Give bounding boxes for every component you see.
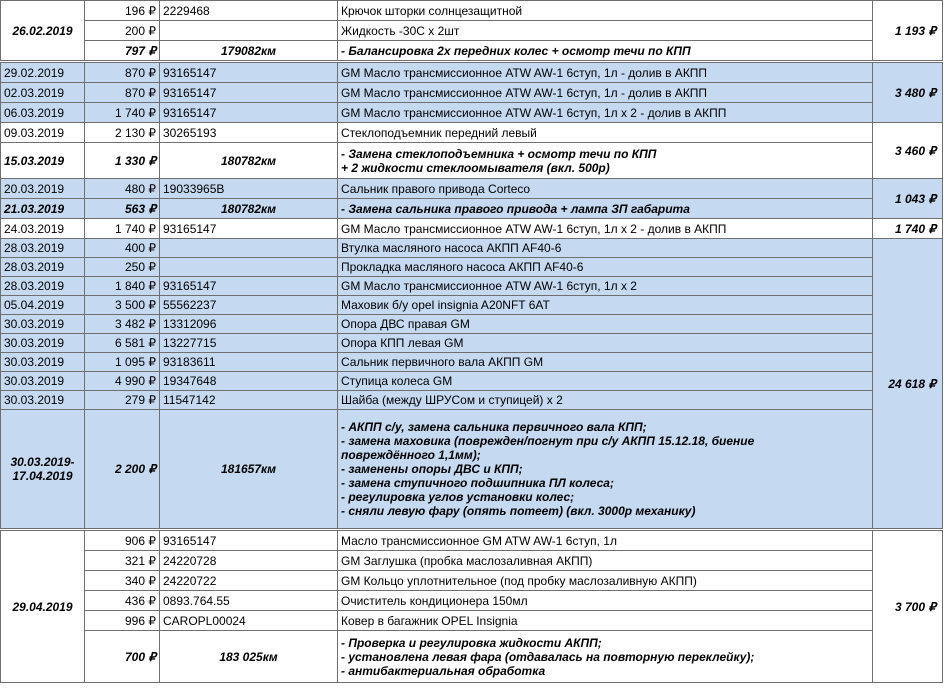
amount-cell[interactable]: 1 840 ₽ [85,277,160,296]
date-cell[interactable] [1,410,85,529]
part-number-cell[interactable]: 19347648 [160,372,338,391]
part-number-cell[interactable]: 93165147 [160,83,338,103]
description-cell[interactable]: GM Заглушка (пробка маслозаливная АКПП) [338,551,873,571]
amount-cell[interactable]: 1 740 ₽ [85,103,160,123]
description-line: повреждённого 1,1мм); [341,448,481,462]
amount-cell[interactable]: 3 500 ₽ [85,296,160,315]
description-line: - замена ступичного подшипника ПЛ колеса; [341,476,614,490]
part-number-cell[interactable]: 93165147 [160,277,338,296]
description-cell[interactable]: GM Масло трансмиссионное ATW AW-1 6ступ, 1л х 2 - долив в АКПП [338,219,873,239]
mileage-cell[interactable]: 183 025км [160,631,338,683]
description-line: - Проверка и регулировка жидкости АКПП; [341,635,602,650]
amount-cell[interactable]: 563 ₽ [85,199,160,219]
date-cell[interactable]: 02.03.2019 [1,83,85,103]
description-cell[interactable]: Втулка масляного насоса АКПП AF40-6 [338,239,873,258]
date-cell[interactable]: 26.02.2019 [1,1,85,61]
part-number-cell[interactable]: 24220722 [160,571,338,591]
part-number-cell[interactable]: 24220728 [160,551,338,571]
amount-cell[interactable]: 870 ₽ [85,63,160,83]
description-cell[interactable]: Стеклоподъемник передний левый [338,123,873,143]
description-cell[interactable]: GM Масло трансмиссионное ATW AW-1 6ступ, 1л - долив в АКПП [338,63,873,83]
date-cell[interactable]: 20.03.2019 [1,179,85,199]
part-number-cell[interactable]: 13227715 [160,334,338,353]
date-cell[interactable]: 15.03.2019 [1,143,85,179]
total-cell[interactable]: 3 480 ₽ [873,63,943,123]
part-number-cell[interactable]: 93165147 [160,63,338,83]
description-cell[interactable]: GM Масло трансмиссионное ATW AW-1 6ступ, 1л х 2 [338,277,873,296]
description-cell[interactable] [338,143,873,179]
mileage-cell[interactable]: 180782км [160,143,338,179]
amount-cell[interactable]: 400 ₽ [85,239,160,258]
date-cell[interactable]: 30.03.2019 [1,391,85,410]
description-line: - заменены опоры ДВС и КПП; [341,462,523,476]
amount-cell[interactable]: 340 ₽ [85,571,160,591]
description-cell[interactable]: Ступица колеса GM [338,372,873,391]
amount-cell[interactable]: 996 ₽ [85,611,160,631]
description-cell[interactable]: Опора ДВС правая GM [338,315,873,334]
description-cell[interactable]: Масло трансмиссионное GM ATW AW-1 6ступ, 1л [338,531,873,551]
date-cell[interactable]: 24.03.2019 [1,219,85,239]
part-number-cell[interactable]: 2229468 [160,1,338,21]
description-cell[interactable]: Прокладка масляного насоса АКПП AF40-6 [338,258,873,277]
amount-cell[interactable]: 700 ₽ [85,631,160,683]
description-cell[interactable] [338,410,873,529]
date-cell[interactable]: 30.03.2019 [1,315,85,334]
description-line: - замена маховика (поврежден/погнут при с/у АКПП 15.12.18, биение [341,434,755,448]
date-cell[interactable]: 09.03.2019 [1,123,85,143]
date-cell[interactable]: 05.04.2019 [1,296,85,315]
amount-cell[interactable]: 1 095 ₽ [85,353,160,372]
date-cell[interactable]: 28.03.2019 [1,239,85,258]
description-cell[interactable]: Опора КПП левая GM [338,334,873,353]
amount-cell[interactable]: 1 740 ₽ [85,219,160,239]
part-number-cell[interactable]: CAROPL00024 [160,611,338,631]
description-line: - Замена стеклоподъемника + осмотр течи по КПП [341,146,657,161]
amount-cell[interactable]: 279 ₽ [85,391,160,410]
mileage-cell[interactable]: 179082км [160,41,338,61]
part-number-cell[interactable] [160,239,338,258]
part-number-cell[interactable]: 93183611 [160,353,338,372]
date-cell[interactable]: 30.03.2019 [1,372,85,391]
description-cell[interactable]: GM Масло трансмиссионное ATW AW-1 6ступ, 1л х 2 - долив в АКПП [338,103,873,123]
part-number-cell[interactable] [160,21,338,41]
date-line: 17.04.2019 [12,469,73,483]
description-cell[interactable]: - Балансировка 2х передних колес + осмотр течи по КПП [338,41,873,61]
description-cell[interactable]: - Замена сальника правого привода + лампа ЗП габарита [338,199,873,219]
description-cell[interactable] [338,631,873,683]
amount-cell[interactable]: 196 ₽ [85,1,160,21]
description-cell[interactable]: Очиститель кондиционера 150мл [338,591,873,611]
amount-cell[interactable]: 2 200 ₽ [85,410,160,529]
part-number-cell[interactable]: 30265193 [160,123,338,143]
date-cell[interactable]: 30.03.2019 [1,334,85,353]
amount-cell[interactable]: 906 ₽ [85,531,160,551]
description-cell[interactable]: Шайба (между ШРУСом и ступицей) х 2 [338,391,873,410]
amount-cell[interactable]: 250 ₽ [85,258,160,277]
part-number-cell[interactable]: 93165147 [160,103,338,123]
description-cell[interactable]: Крючок шторки солнцезащитной [338,1,873,21]
date-cell[interactable]: 28.03.2019 [1,277,85,296]
date-cell[interactable]: 29.02.2019 [1,63,85,83]
amount-cell[interactable]: 200 ₽ [85,21,160,41]
amount-cell[interactable]: 3 482 ₽ [85,315,160,334]
description-line: - сняли левую фару (опять потеет) (вкл. 3000р механику) [341,504,696,518]
part-number-cell[interactable]: 93165147 [160,531,338,551]
description-line: - установлена левая фара (отдавалась на повторную переклейку); [341,649,755,664]
description-cell[interactable]: Сальник первичного вала АКПП GM [338,353,873,372]
amount-cell[interactable]: 1 330 ₽ [85,143,160,179]
part-number-cell[interactable]: 11547142 [160,391,338,410]
amount-cell[interactable]: 321 ₽ [85,551,160,571]
amount-cell[interactable]: 6 581 ₽ [85,334,160,353]
part-number-cell[interactable] [160,258,338,277]
description-line: + 2 жидкости стеклоомывателя (вкл. 500р) [341,160,610,175]
part-number-cell[interactable]: 19033965B [160,179,338,199]
amount-cell[interactable]: 436 ₽ [85,591,160,611]
description-line: - регулировка углов установки колес; [341,490,575,504]
description-cell[interactable]: Ковер в багажник OPEL Insignia [338,611,873,631]
part-number-cell[interactable]: 55562237 [160,296,338,315]
amount-cell[interactable]: 480 ₽ [85,179,160,199]
date-cell[interactable]: 06.03.2019 [1,103,85,123]
total-cell[interactable]: 3 700 ₽ [873,531,943,683]
amount-cell[interactable]: 2 130 ₽ [85,123,160,143]
date-line: 30.03.2019- [10,455,75,469]
part-number-cell[interactable]: 13312096 [160,315,338,334]
part-number-cell[interactable]: 93165147 [160,219,338,239]
description-cell[interactable]: Сальник правого привода Corteco [338,179,873,199]
mileage-cell[interactable]: 180782км [160,199,338,219]
amount-cell[interactable]: 797 ₽ [85,41,160,61]
description-cell[interactable]: Жидкость -30С х 2шт [338,21,873,41]
date-cell[interactable]: 28.03.2019 [1,258,85,277]
part-number-cell[interactable]: 0893.764.55 [160,591,338,611]
date-cell[interactable]: 29.04.2019 [1,531,85,683]
description-line: - антибактериальная обработка [341,663,546,678]
mileage-cell[interactable]: 181657км [160,410,338,529]
total-cell[interactable]: 1 193 ₽ [873,1,943,61]
total-cell[interactable]: 24 618 ₽ [873,239,943,529]
date-cell[interactable]: 21.03.2019 [1,199,85,219]
amount-cell[interactable]: 870 ₽ [85,83,160,103]
amount-cell[interactable]: 4 990 ₽ [85,372,160,391]
date-cell[interactable]: 30.03.2019 [1,353,85,372]
total-cell[interactable]: 1 740 ₽ [873,219,943,239]
total-cell[interactable]: 3 460 ₽ [873,123,943,179]
description-cell[interactable]: Маховик б/у opel insignia A20NFT 6AT [338,296,873,315]
total-cell[interactable]: 1 043 ₽ [873,179,943,219]
description-line: - АКПП с/у, замена сальника первичного вала КПП; [341,420,647,434]
description-cell[interactable]: GM Кольцо уплотнительное (под пробку маслозаливную АКПП) [338,571,873,591]
description-cell[interactable]: GM Масло трансмиссионное ATW AW-1 6ступ, 1л - долив в АКПП [338,83,873,103]
